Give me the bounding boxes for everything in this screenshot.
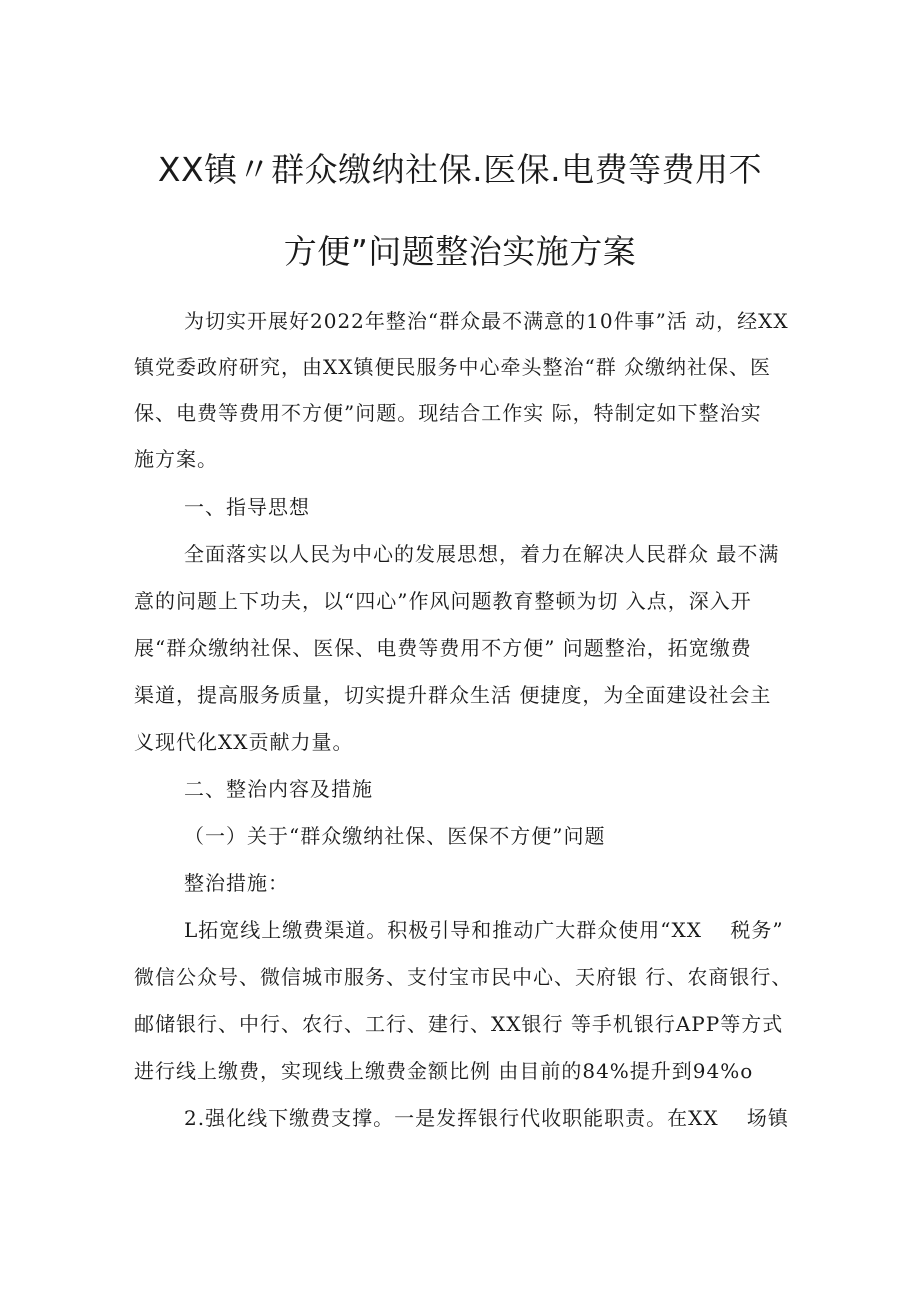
paragraph-line: L拓宽线上缴费渠道。积极引导和推动广大群众使用“XX 税务” bbox=[184, 918, 784, 942]
paragraph-line: 保、电费等费用不方便”问题。现结合工作实 际，特制定如下整治实 bbox=[134, 401, 762, 425]
paragraph-line: 全面落实以人民为中心的发展思想，着力在解决人民群众 最不满 bbox=[184, 542, 780, 566]
paragraph-line: 义现代化XX贡献力量。 bbox=[134, 730, 354, 754]
paragraph-line: 意的问题上下功夫，以“四心”作风问题教育整顿为切 入点，深入开 bbox=[134, 589, 752, 613]
document-title-line-1: XX镇〃群众缴纳社保.医保.电费等费用不 bbox=[157, 150, 763, 189]
paragraph-line: 为切实开展好2022年整治“群众最不满意的10件事”活 动，经XX bbox=[184, 309, 789, 333]
paragraph-line: 施方案。 bbox=[134, 447, 218, 471]
section-heading: 一、指导思想 bbox=[184, 495, 310, 519]
paragraph-line: 2.强化线下缴费支撑。一是发挥银行代收职能职责。在XX 场镇 bbox=[184, 1106, 789, 1130]
paragraph-line: 整治措施： bbox=[184, 871, 289, 895]
paragraph-line: 邮储银行、中行、农行、工行、建行、XX银行 等手机银行APP等方式 bbox=[134, 1012, 784, 1036]
section-heading: 二、整治内容及措施 bbox=[184, 777, 373, 801]
subsection-heading: （一）关于“群众缴纳社保、医保不方便”问题 bbox=[184, 824, 606, 848]
paragraph-line: 渠道，提高服务质量，切实提升群众生活 便捷度，为全面建设社会主 bbox=[134, 683, 772, 707]
paragraph-line: 镇党委政府研究，由XX镇便民服务中心牵头整治“群 众缴纳社保、医 bbox=[134, 355, 772, 379]
paragraph-line: 微信公众号、微信城市服务、支付宝市民中心、天府银 行、农商银行、 bbox=[134, 965, 793, 989]
paragraph-line: 展“群众缴纳社保、医保、电费等费用不方便” 问题整治，拓宽缴费 bbox=[134, 636, 752, 660]
paragraph-line: 进行线上缴费，实现线上缴费金额比例 由目前的84%提升到94%o bbox=[134, 1059, 754, 1083]
document-title-line-2: 方便”问题整治实施方案 bbox=[283, 232, 637, 271]
